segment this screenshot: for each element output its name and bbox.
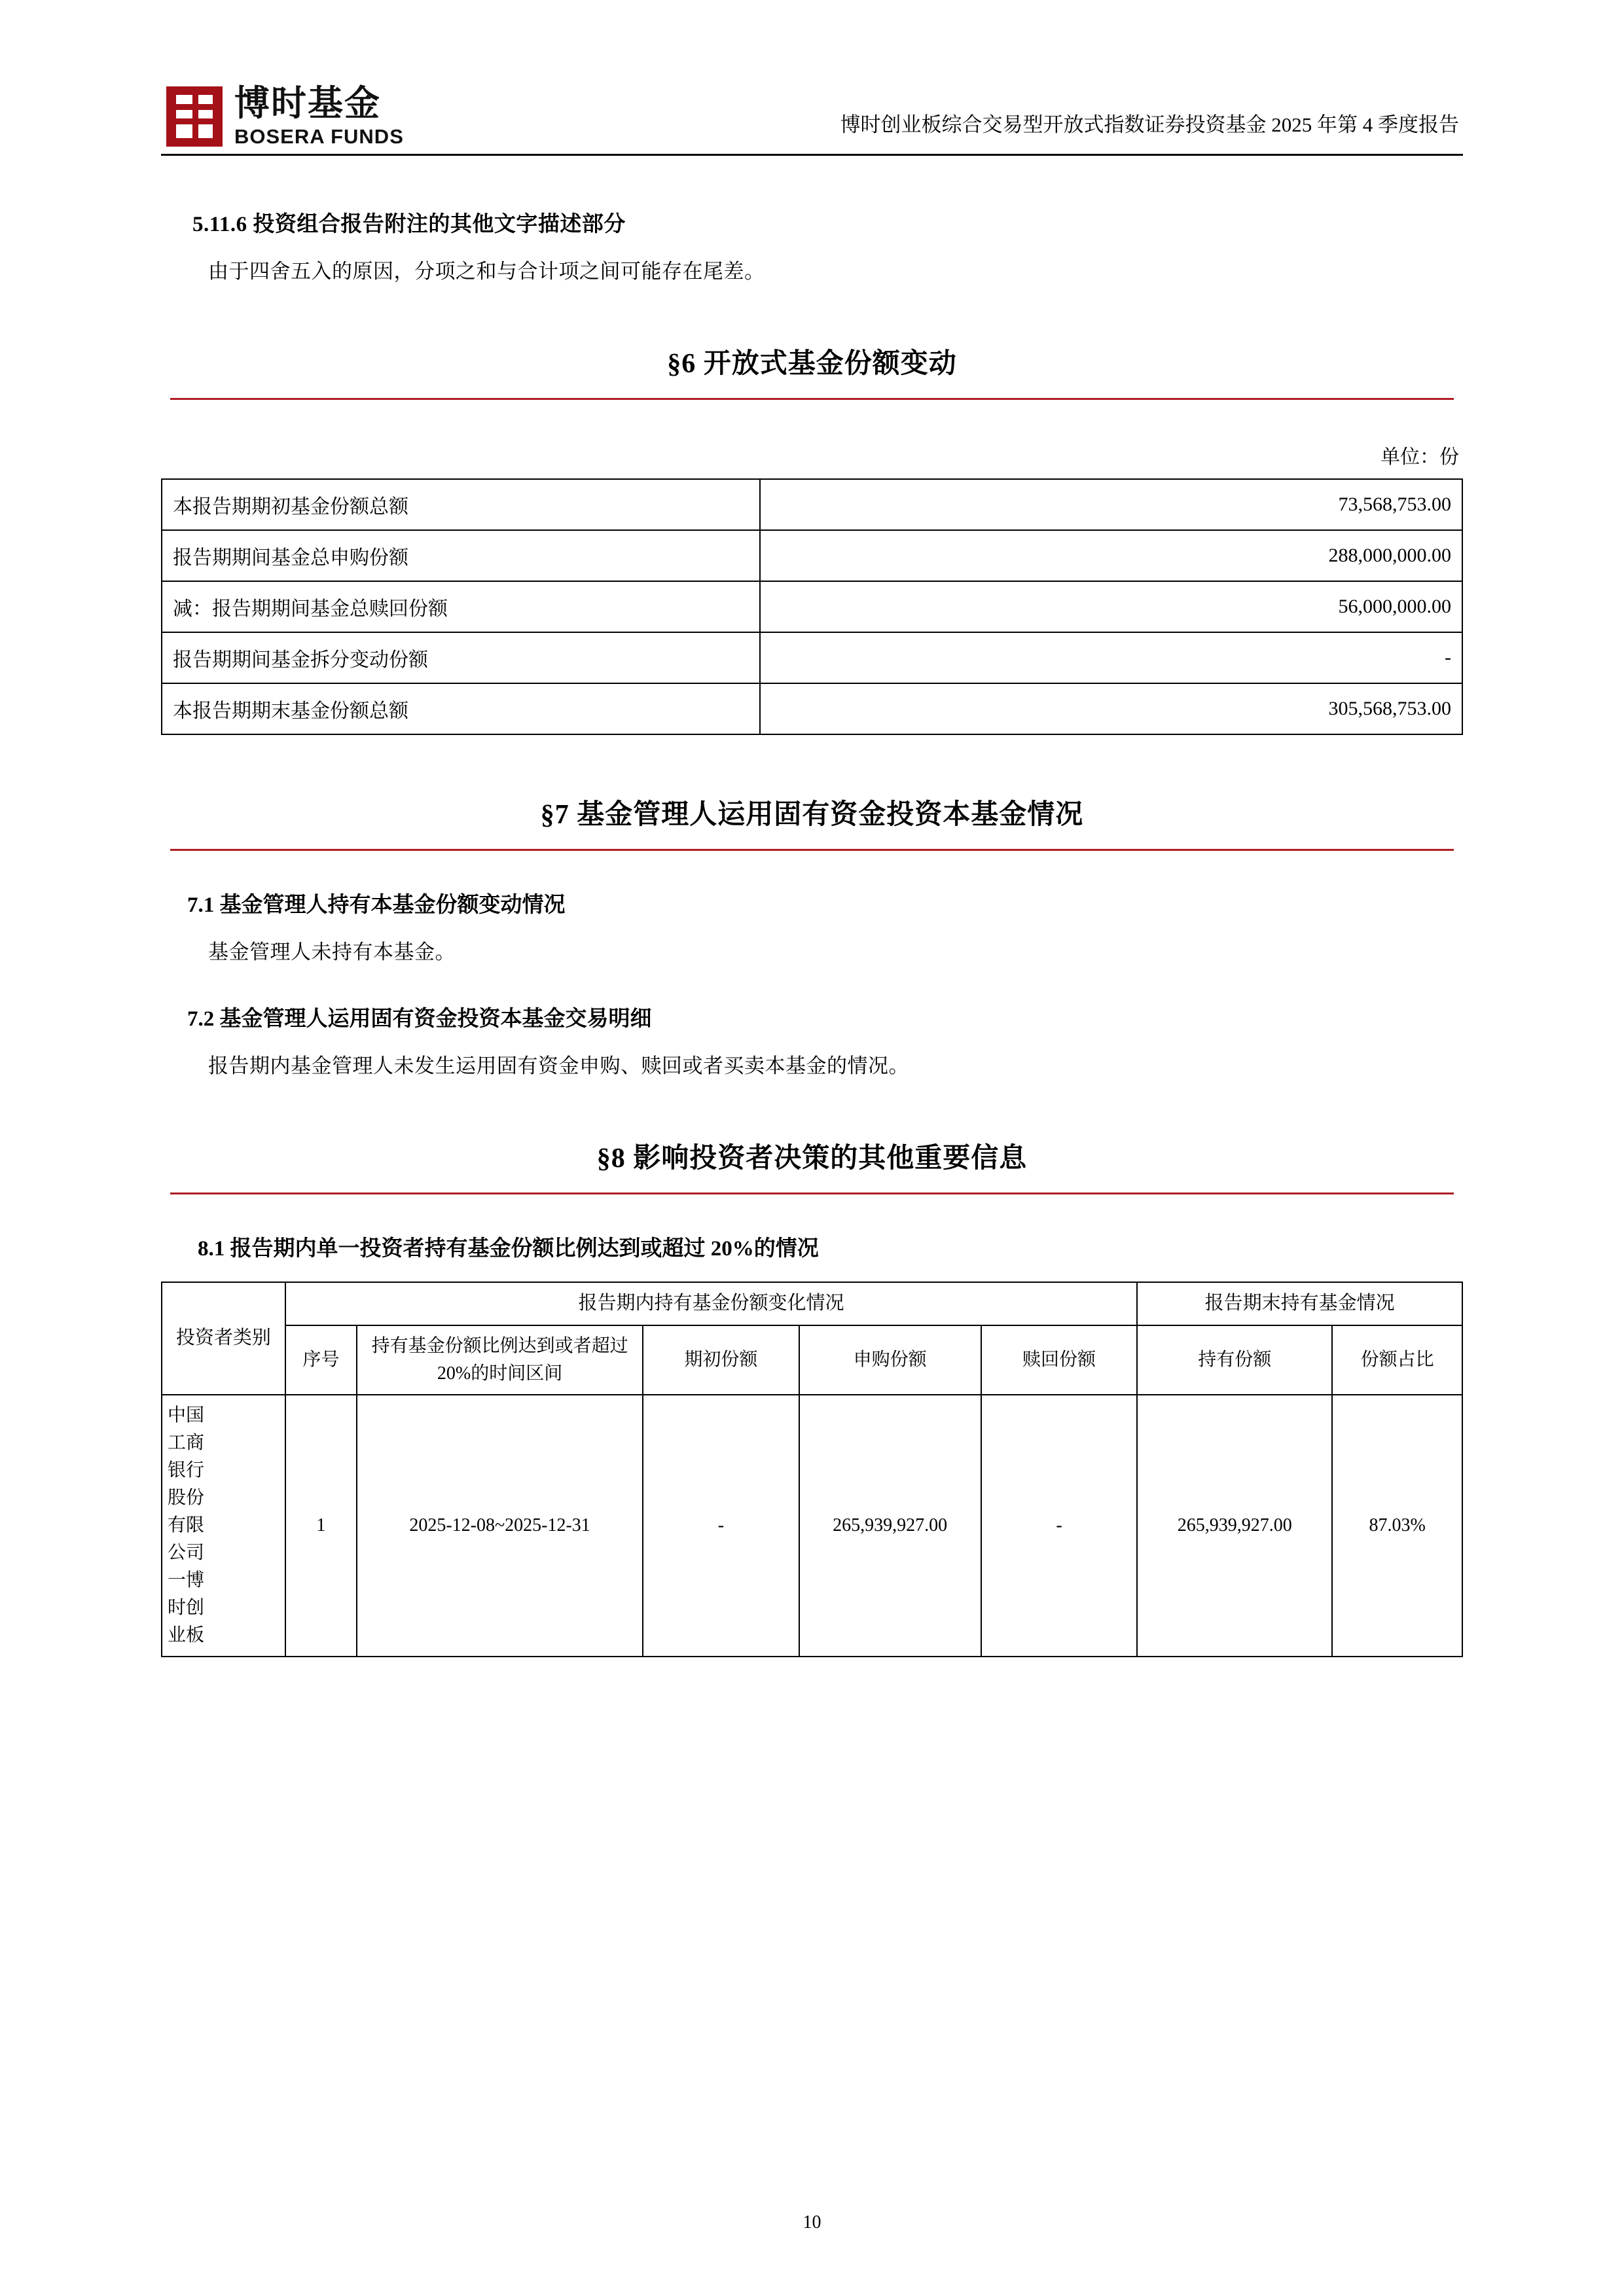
heading-7-2: 7.2 基金管理人运用固有资金投资本基金交易明细 [187,1007,652,1031]
table-group-header-row [162,1282,1462,1325]
header-purchase-shares: 申购份额 [799,1325,981,1395]
share-row-value: 288,000,000.00 [760,530,1462,581]
table-header-row [162,1325,1462,1395]
header-held-shares: 持有份额 [1137,1325,1332,1395]
header-investor-type: 投资者类别 [162,1282,285,1395]
page-number: 10 [803,2212,821,2233]
table-row [162,1395,1462,1657]
header-seq: 序号 [285,1325,357,1395]
heading-7-1: 7.1 基金管理人持有本基金份额变动情况 [187,893,566,917]
header-report-title: 博时创业板综合交易型开放式指数证券投资基金 2025 年第 4 季度报告 [840,113,1459,136]
logo-english-name: BOSERA FUNDS [234,125,404,148]
header-ratio: 份额占比 [1332,1325,1462,1395]
cell-period: 2025-12-08~2025-12-31 [357,1395,643,1657]
bosera-logo-icon [166,86,223,147]
header-redeem-shares: 赎回份额 [981,1325,1137,1395]
header-divider [161,154,1463,156]
header-begin-shares: 期初份额 [643,1325,799,1395]
table-row [162,632,1462,683]
logo-chinese-name: 博时基金 [234,84,381,123]
share-row-value: 73,568,753.00 [760,479,1462,530]
section-8-title: §8 影响投资者决策的其他重要信息 [596,1143,1028,1174]
section-7-divider [170,849,1454,851]
cell-purchase-shares: 265,939,927.00 [799,1395,981,1657]
page-content [161,161,1463,1657]
section-6-divider [170,398,1454,400]
cell-held-shares: 265,939,927.00 [1137,1395,1332,1657]
large-investor-table [161,1282,1463,1657]
cell-redeem-shares: - [981,1395,1137,1657]
heading-5-11-6: 5.11.6 投资组合报告附注的其他文字描述部分 [192,213,626,236]
header-change-group: 报告期内持有基金份额变化情况 [285,1282,1137,1325]
header-end-group: 报告期末持有基金情况 [1137,1282,1462,1325]
share-row-value: 56,000,000.00 [760,581,1462,632]
bosera-logo [166,86,404,147]
cell-investor-name: 中国 工商 银行 股份 有限 公司 一博 时创 业板 [162,1395,285,1657]
header-period: 持有基金份额比例达到或者超过 20%的时间区间 [357,1325,643,1395]
section-7-title: §7 基金管理人运用固有资金投资本基金情况 [540,800,1084,830]
section-8-divider [170,1193,1454,1194]
paragraph-7-2: 报告期内基金管理人未发生运用固有资金申购、赎回或者买卖本基金的情况。 [208,1054,909,1077]
cell-begin-shares: - [643,1395,799,1657]
share-row-label: 报告期期间基金总申购份额 [162,530,760,581]
cell-seq: 1 [285,1395,357,1657]
paragraph-7-1: 基金管理人未持有本基金。 [208,941,456,963]
cell-ratio: 87.03% [1332,1395,1462,1657]
share-row-label: 减：报告期期间基金总赎回份额 [162,581,760,632]
table-row [162,581,1462,632]
heading-8-1: 8.1 报告期内单一投资者持有基金份额比例达到或超过 20%的情况 [198,1237,819,1261]
table-row [162,683,1462,734]
table-row [162,479,1462,530]
section-6-unit: 单位：份 [1380,446,1459,468]
table-row [162,530,1462,581]
share-row-label: 本报告期期初基金份额总额 [162,479,760,530]
page-header [161,63,1463,161]
share-row-label: 本报告期期末基金份额总额 [162,683,760,734]
share-row-value: - [760,632,1462,683]
fund-share-change-table [161,478,1463,735]
paragraph-5-11-6: 由于四舍五入的原因，分项之和与合计项之间可能存在尾差。 [208,260,765,283]
share-row-value: 305,568,753.00 [760,683,1462,734]
section-6-title: §6 开放式基金份额变动 [667,349,957,379]
share-row-label: 报告期期间基金拆分变动份额 [162,632,760,683]
